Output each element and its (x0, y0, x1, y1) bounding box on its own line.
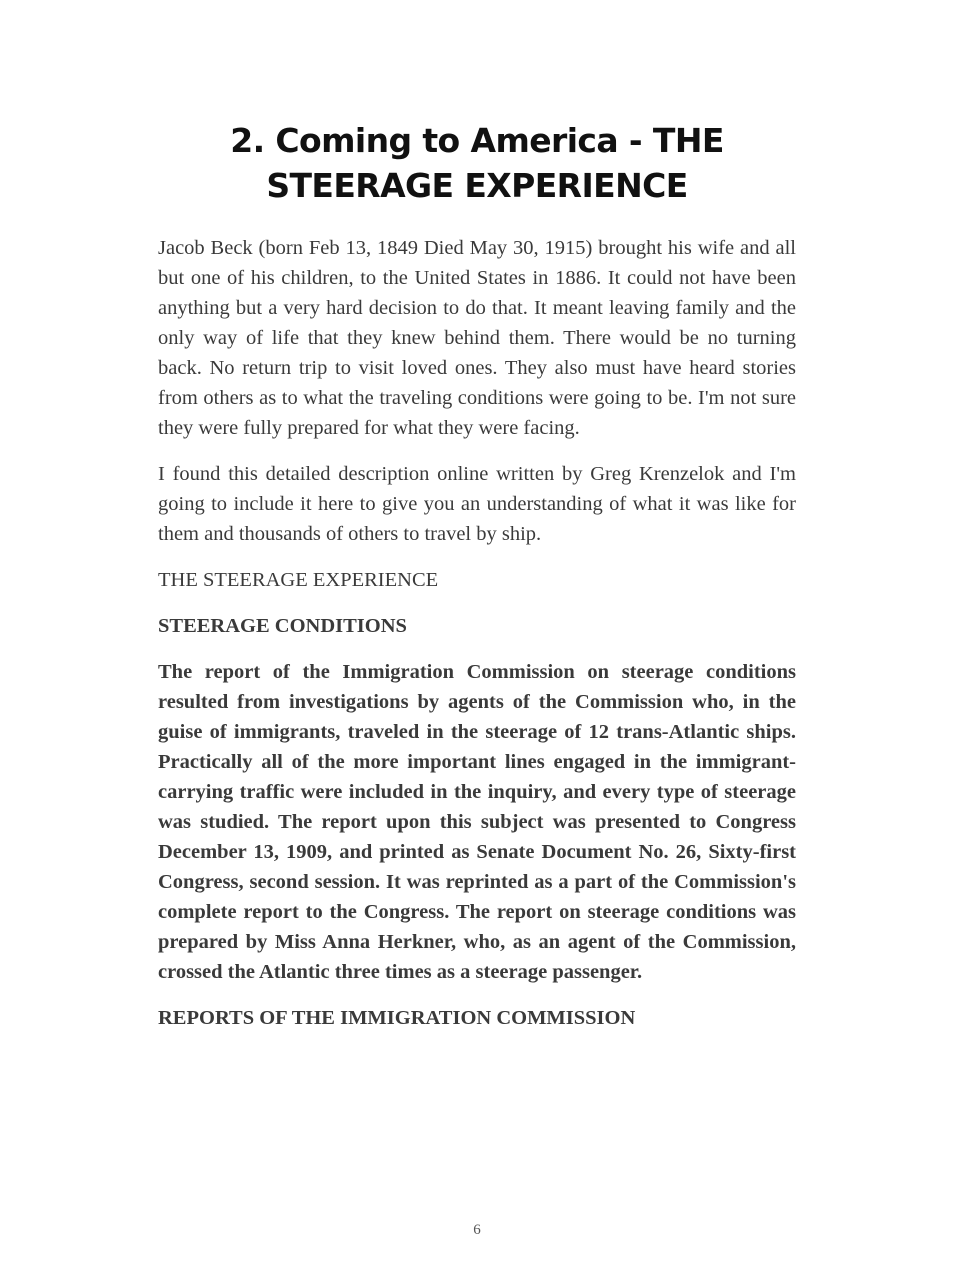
subheading-immigration-reports: REPORTS OF THE IMMIGRATION COMMISSION (158, 1007, 636, 1029)
subheading-steerage-conditions: STEERAGE CONDITIONS (158, 615, 407, 637)
source-paragraph: I found this detailed description online written by Greg Krenzelok and I'm going to include it here to give you an understanding of what it was like for them and thousands of others to travel by ship. (158, 463, 796, 545)
page-number: 6 (473, 1222, 481, 1238)
chapter-title: 2. Coming to America - THE STEERAGE EXPERIENCE (230, 121, 724, 205)
section-heading: THE STEERAGE EXPERIENCE (158, 569, 439, 591)
document-body (158, 233, 796, 1049)
commission-report-paragraph: The report of the Immigration Commission on steerage conditions resulted from investigations by agents of the Commission who, in the guise of immigrants, traveled in the steerage of 12 trans-Atlantic ships. Practically all of the more important lines engaged in the immigrant-carrying traffic were included in the inquiry, and every type of steerage was studied. The report upon this subject was presented to Congress December 13, 1909, and printed as Senate Document No. 26, Sixty-first Congress, second session. It was reprinted as a part of the Commission's complete report to the Congress. The report on steerage conditions was prepared by Miss Anna Herkner, who, as an agent of the Commission, crossed the Atlantic three times as a steerage passenger. (158, 661, 796, 983)
intro-paragraph: Jacob Beck (born Feb 13, 1849 Died May 30, 1915) brought his wife and all but one of his children, to the United States in 1886. It could not have been anything but a very hard decision to do that. It meant leaving family and the only way of life that they knew behind them. There would be no turning back. No return trip to visit loved ones. They also must have heard stories from others as to what the traveling conditions were going to be. I'm not sure they were fully prepared for what they were facing. (158, 237, 796, 439)
